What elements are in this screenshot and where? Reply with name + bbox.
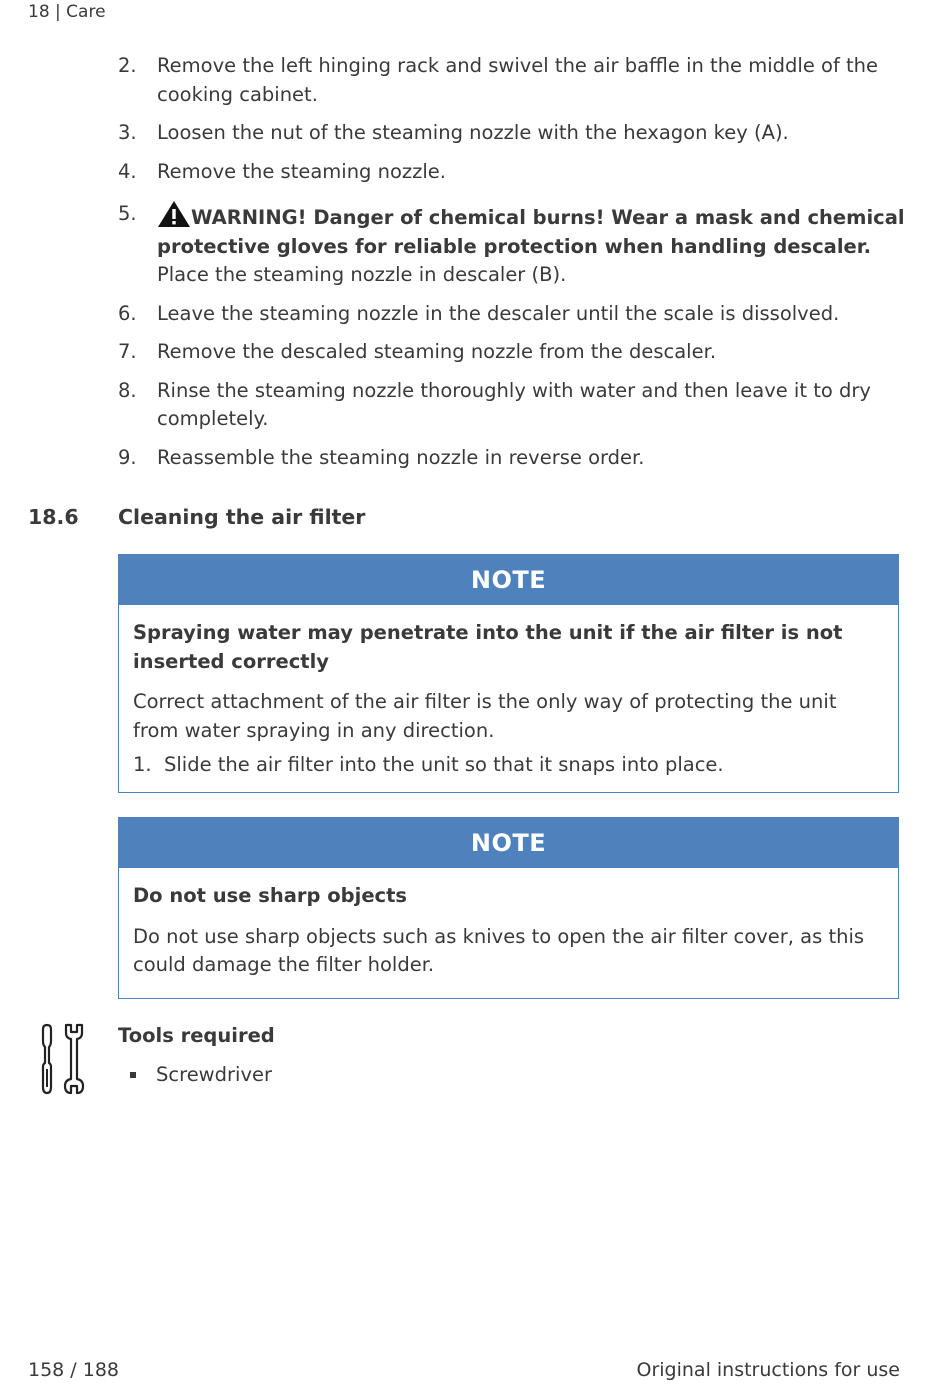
warning-text: WARNING! Danger of chemical burns! Wear a mask and chemical protective gloves for reliable protection when handling descaler. [157,206,905,258]
note-step-text: Slide the air filter into the unit so that it snaps into place. [164,753,724,776]
step-item-warning [118,200,908,290]
step-number: 3. [118,121,137,144]
step-number: 7. [118,340,137,363]
step-item [118,119,908,148]
note-text: Correct attachment of the air filter is the only way of protecting the unit from water spraying in any direction. [133,690,837,742]
step-text: Remove the left hinging rack and swivel the air baffle in the middle of the cooking cabinet. [157,54,879,106]
step-number: 2. [118,54,137,77]
step-item [118,377,908,434]
note-text: Do not use sharp objects such as knives to open the air filter cover, as this could damage the filter holder. [133,924,865,976]
step-number: 6. [118,301,137,325]
tool-name: Screwdriver [156,1063,273,1086]
section-number: 18.6 [28,505,79,529]
bullet-icon [130,1072,136,1078]
step-text: Remove the steaming nozzle. [157,159,447,183]
page-number: 158 / 188 [28,1359,120,1381]
procedure-steps [118,52,908,482]
step-text: Rinse the steaming nozzle thoroughly with water and then leave it to dry completely. [157,378,871,430]
warning-triangle-icon [157,200,191,228]
note-step-number: 1. [133,753,152,776]
document-label: Original instructions for use [636,1359,900,1381]
note-header: NOTE [119,555,898,605]
step-item [118,52,908,109]
note-box [118,817,899,999]
tools-title: Tools required [118,1024,275,1047]
section-title: Cleaning the air filter [118,505,366,529]
page-header: 18 | Care [28,2,106,22]
step-text: Remove the descaled steaming nozzle from the descaler. [157,340,717,363]
step-item [118,338,908,367]
step-item [118,158,908,187]
step-number: 8. [118,378,137,402]
list-item [130,1061,272,1090]
step-number: 4. [118,159,137,183]
step-text: Leave the steaming nozzle in the descaler until the scale is dissolved. [157,301,840,325]
note-title: Do not use sharp objects [133,884,408,907]
step-text: Loosen the nut of the steaming nozzle with the hexagon key (A). [157,121,789,144]
note-title: Spraying water may penetrate into the unit if the air filter is not inserted correctly [133,621,843,673]
note-step [133,751,884,780]
note-header: NOTE [119,818,898,868]
step-text: Reassemble the steaming nozzle in reverse order. [157,445,645,469]
tools-list [130,1061,272,1090]
tools-icon [40,1023,88,1095]
step-item [118,444,908,473]
section-heading [28,502,365,532]
step-number: 9. [118,445,137,469]
note-box [118,554,899,793]
step-item [118,300,908,329]
step-text-rest: Place the steaming nozzle in descaler (B). [157,263,567,286]
step-number: 5. [118,202,137,225]
note-body [119,605,898,792]
note-body [119,868,898,998]
step-text [157,200,908,290]
